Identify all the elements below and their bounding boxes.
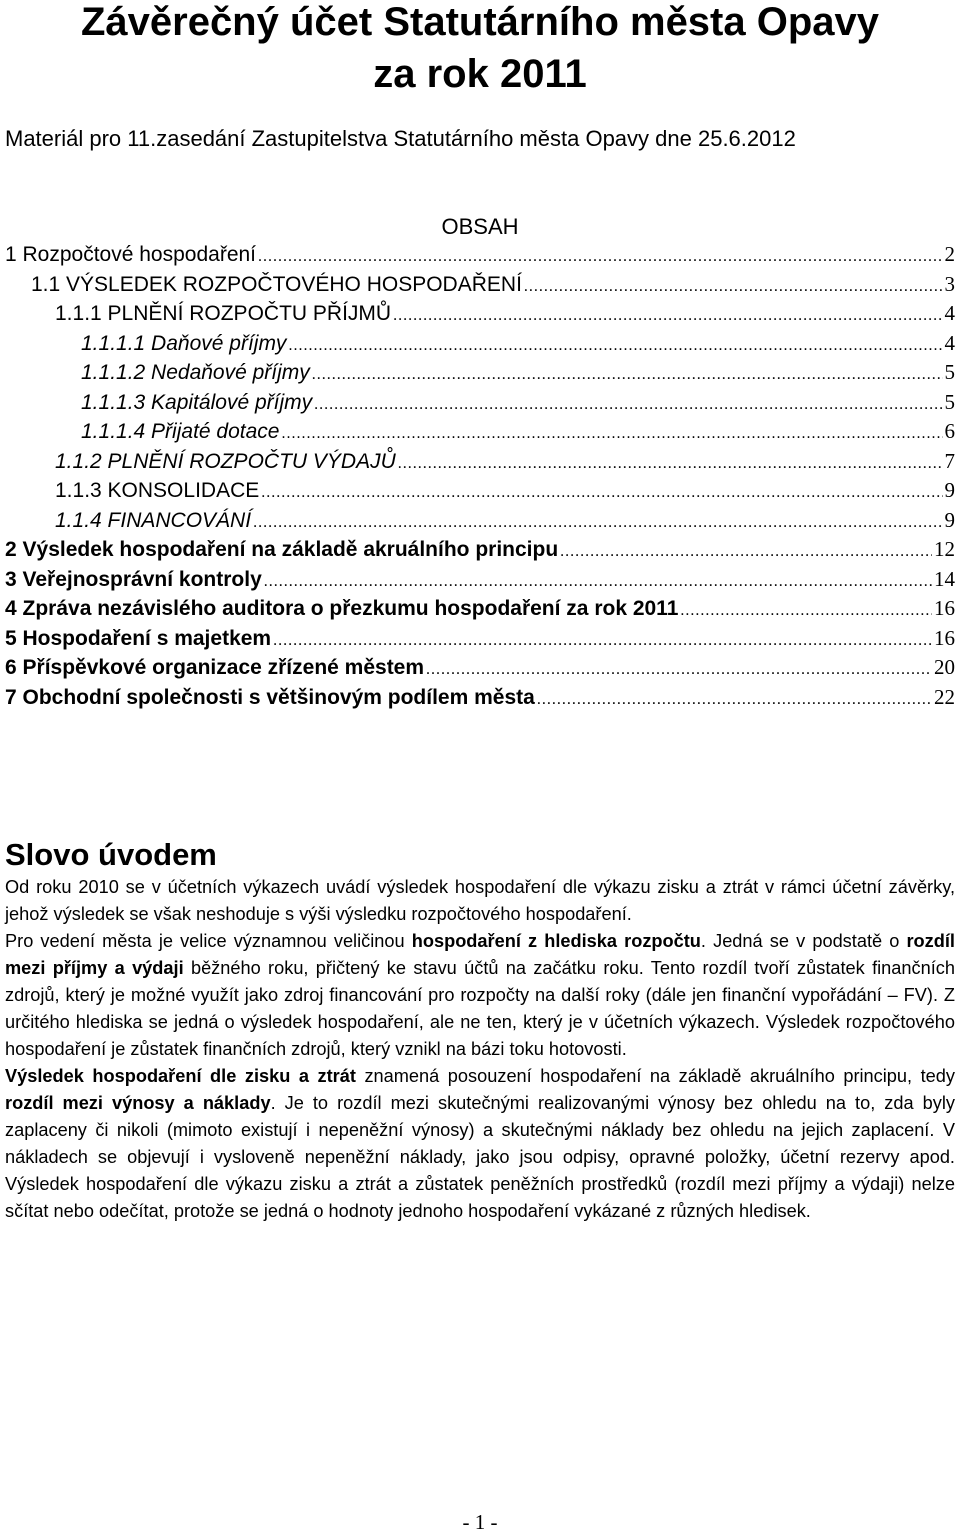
toc-entry-page: 5 — [944, 360, 955, 384]
toc-entry[interactable] — [5, 390, 955, 420]
toc-entry-page: 16 — [934, 625, 955, 650]
intro-paragraph-2: Pro vedení města je velice významnou veličinou hospodaření z hlediska rozpočtu. Jedná se v podstatě o rozdíl mezi příjmy a výdaji běžného roku, přičtený ke stavu účtů na začátku roku. Tento rozdíl tvoří zůstatek finančních zdrojů, který je možné využít jako zdroj financování pro rozpočty na další roky (dále jen finanční vypořádání – FV). Z určitého hlediska se jedná o výsledek hospodaření, ale ne ten, který je v účetních výkazech. Výsledek rozpočtového hospodaření je zůstatek finančních zdrojů, který vznikl na bázi toku hotovosti. — [5, 931, 955, 1059]
toc-entry-page: 7 — [944, 448, 955, 473]
toc-heading: OBSAH — [441, 214, 519, 239]
toc-entry-page: 2 — [944, 242, 955, 266]
toc-entry[interactable] — [5, 478, 955, 508]
toc-entry-label: 1.1.2 PLNĚNÍ ROZPOČTU VÝDAJŮ — [55, 449, 396, 473]
toc-entry-page: 16 — [934, 596, 955, 620]
toc-entry[interactable] — [5, 242, 955, 272]
toc-entry[interactable] — [5, 272, 955, 302]
page-number: - 1 - — [462, 1510, 498, 1534]
toc-entry-page: 20 — [934, 655, 955, 679]
toc-entry[interactable] — [5, 596, 955, 626]
section-heading-intro: Slovo úvodem — [5, 837, 217, 872]
toc-entry-label: 1.1.1.4 Přijaté dotace — [81, 420, 280, 443]
toc-entry-label: 1.1.3 KONSOLIDACE — [55, 479, 260, 502]
toc-entry-label: 2 Výsledek hospodaření na základě akruálního principu — [5, 538, 559, 561]
toc-entry-label: 1.1.1.2 Nedaňové příjmy — [81, 361, 310, 384]
toc-entry-page: 3 — [944, 271, 955, 296]
toc-entry-page: 14 — [934, 566, 955, 591]
intro-paragraph-1: Od roku 2010 se v účetních výkazech uvádí výsledek hospodaření dle výkazu zisku a ztrát v rámci účetní závěrky, jehož výsledek se však neshoduje s výši výsledku rozpočtového hospodaření. — [5, 877, 955, 924]
toc-entry-label: 1.1.1.3 Kapitálové příjmy — [81, 390, 313, 414]
toc-entry[interactable] — [5, 508, 955, 538]
toc-entry[interactable] — [5, 360, 955, 390]
toc-entry[interactable] — [5, 655, 955, 685]
toc-entry[interactable] — [5, 685, 955, 715]
toc-entry-label: 5 Hospodaření s majetkem — [5, 626, 272, 650]
toc-entry-label: 1.1.1.1 Daňové příjmy — [81, 331, 287, 355]
toc-entry[interactable] — [5, 626, 955, 656]
intro-text — [5, 874, 955, 1225]
toc-entry-page: 6 — [944, 419, 955, 443]
document-title-year: za rok 2011 — [373, 52, 587, 96]
toc-entry[interactable] — [5, 419, 955, 449]
toc-entry-page: 9 — [944, 478, 955, 502]
toc-entry-page: 4 — [944, 330, 955, 355]
toc-entry-label: 3 Veřejnosprávní kontroly — [5, 567, 262, 591]
table-of-contents — [5, 242, 955, 714]
toc-entry-label: 7 Obchodní společnosti s většinovým podílem města — [5, 685, 535, 709]
toc-entry-page: 12 — [934, 537, 955, 561]
toc-entry[interactable] — [5, 449, 955, 479]
toc-entry[interactable] — [5, 567, 955, 597]
document-subtitle: Materiál pro 11.zasedání Zastupitelstva Statutárního města Opavy dne 25.6.2012 — [5, 126, 796, 151]
toc-entry-page: 4 — [944, 301, 955, 325]
toc-entry-label: 1 Rozpočtové hospodaření — [5, 243, 257, 266]
toc-entry-label: 1.1.1 PLNĚNÍ ROZPOČTU PŘÍJMŮ — [55, 302, 392, 325]
toc-entry-page: 5 — [944, 389, 955, 414]
toc-entry-page: 9 — [944, 507, 955, 532]
toc-entry-label: 6 Příspěvkové organizace zřízené městem — [5, 656, 425, 679]
toc-entry-page: 22 — [934, 684, 955, 709]
intro-paragraph-3: Výsledek hospodaření dle zisku a ztrát znamená posouzení hospodaření na základě akruálního principu, tedy rozdíl mezi výnosy a náklady. Je to rozdíl mezi skutečnými realizovanými výnosy bez ohledu na to, zda byly zaplaceny či nikoli (mimoto existují i nepeněžní výnosy) a skutečnými náklady bez ohledu na jejich zaplacení. V nákladech se objevují i vysloveně nepeněžní náklady, jako jsou odpisy, opravné položky, účetní rezervy apod. Výsledek hospodaření dle výkazu zisku a ztrát a zůstatek peněžních prostředků (rozdíl mezi příjmy a výdaji) nelze sčítat nebo odečítat, protože se jedná o hodnoty jednoho hospodaření vykázané z různých hledisek. — [5, 1066, 955, 1221]
toc-entry-label: 4 Zpráva nezávislého auditora o přezkumu hospodaření za rok 2011 — [5, 597, 679, 620]
toc-entry[interactable] — [5, 301, 955, 331]
toc-entry[interactable] — [5, 331, 955, 361]
toc-entry-label: 1.1.4 FINANCOVÁNÍ — [55, 508, 252, 532]
toc-entry[interactable] — [5, 537, 955, 567]
toc-entry-label: 1.1 VÝSLEDEK ROZPOČTOVÉHO HOSPODAŘENÍ — [31, 272, 522, 296]
document-title: Závěrečný účet Statutárního města Opavy — [80, 0, 880, 44]
